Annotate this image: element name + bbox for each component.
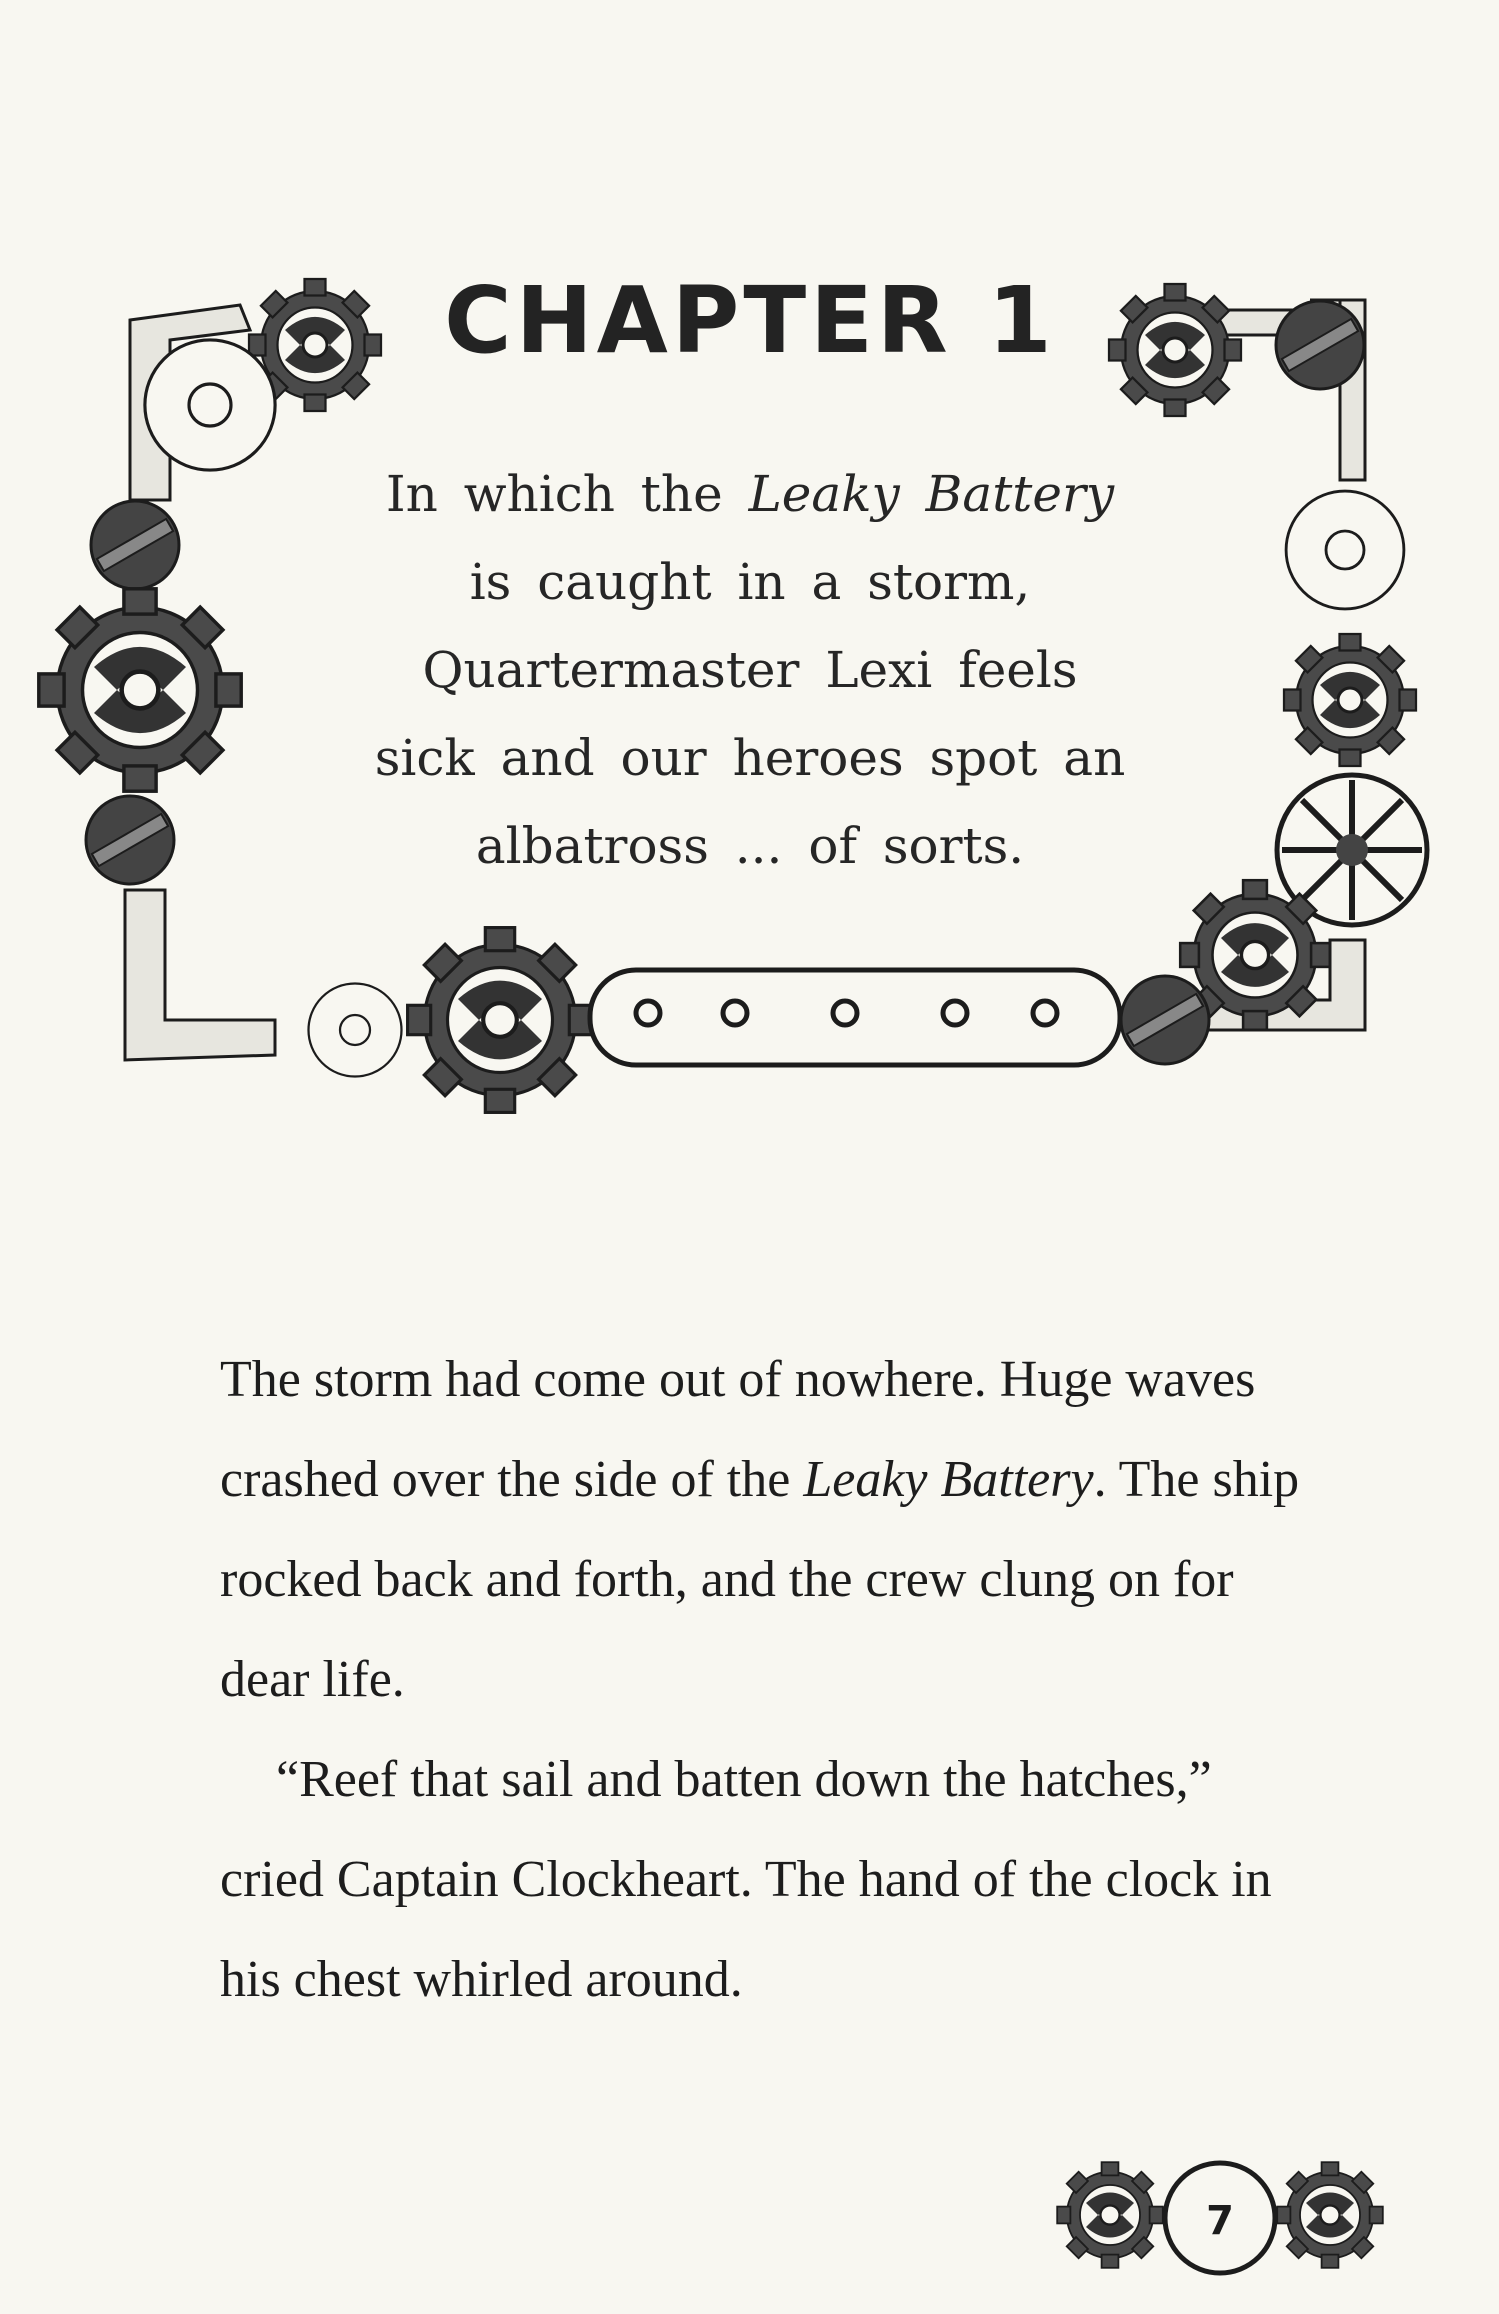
paragraph-1-text-a: The storm had come out of nowhere. Huge waves crashed over the side of the	[220, 1351, 1256, 1508]
summary-line-2: is caught in a storm,	[469, 553, 1031, 611]
paragraph-1-ship-b: Battery	[940, 1451, 1094, 1508]
paragraph-1	[220, 1330, 1310, 1730]
summary-line-4: sick and our heroes spot an	[374, 729, 1126, 787]
paragraph-1-ship-a: Leaky	[803, 1451, 928, 1508]
paragraph-1-text-b: . The ship rocked back and forth, and the crew clung on for dear life.	[220, 1451, 1300, 1708]
summary-line-3: Quartermaster Lexi feels	[422, 641, 1078, 699]
chapter-title: CHAPTER 1	[444, 267, 1056, 374]
summary-line-1	[350, 450, 1150, 538]
page-number: 7	[1206, 2198, 1234, 2244]
paragraph-2: “Reef that sail and batten down the hatches,” cried Captain Clockheart. The hand of the clock in his chest whirled around.	[220, 1751, 1272, 2008]
summary-ship-name: Leaky Battery	[748, 465, 1115, 523]
summary-line-5: albatross ... of sorts.	[475, 817, 1025, 875]
summary-prefix: In which the	[385, 465, 749, 523]
chapter-summary	[350, 450, 1150, 890]
body-text	[220, 1330, 1310, 2030]
